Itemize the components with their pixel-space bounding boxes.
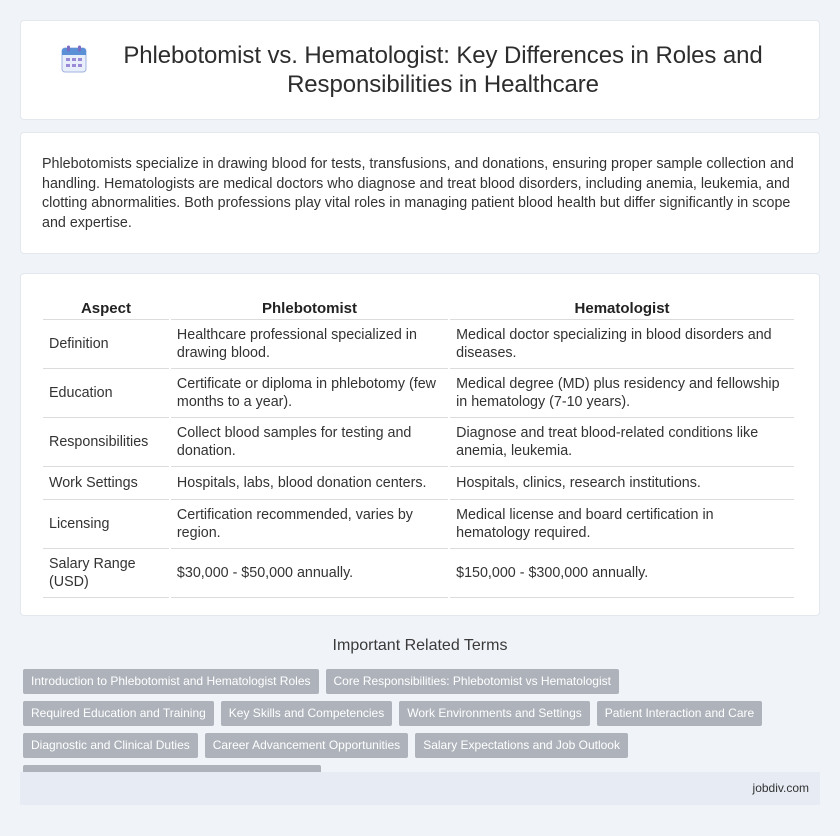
row-phlebotomist: Healthcare professional specialized in drawing blood. (171, 320, 448, 369)
table-row (43, 549, 794, 598)
row-phlebotomist: $30,000 - $50,000 annually. (171, 549, 448, 598)
row-hematologist: Medical doctor specializing in blood disorders and diseases. (450, 320, 794, 369)
row-aspect: Definition (43, 320, 169, 369)
row-hematologist: Hospitals, clinics, research institutions. (450, 467, 794, 500)
row-hematologist: $150,000 - $300,000 annually. (450, 549, 794, 598)
related-term-tag[interactable]: Key Skills and Competencies (221, 701, 392, 726)
table-row (43, 500, 794, 549)
row-aspect: Work Settings (43, 467, 169, 500)
related-term-tag[interactable]: Diagnostic and Clinical Duties (23, 733, 198, 758)
header-phlebotomist: Phlebotomist (171, 294, 448, 320)
row-aspect: Education (43, 369, 169, 418)
intro-paragraph: Phlebotomists specialize in drawing blood for tests, transfusions, and donations, ensuring proper sample collection and handling. Hematologists are medical doctors who diagnose and treat blood disorders, including anemia, leukemia, and clotting abnormalities. Both professions play vital roles in managing patient blood health but differ significantly in scope and expertise. (42, 156, 794, 231)
related-term-tag[interactable]: Career Advancement Opportunities (205, 733, 408, 758)
related-terms-heading: Important Related Terms (332, 637, 508, 654)
related-term-tag[interactable]: Salary Expectations and Job Outlook (415, 733, 628, 758)
row-hematologist: Medical degree (MD) plus residency and fellowship in hematology (7-10 years). (450, 369, 794, 418)
footer-site-link[interactable]: jobdiv.com (752, 781, 809, 795)
related-term-tag[interactable]: Work Environments and Settings (399, 701, 590, 726)
table-row (43, 320, 794, 369)
row-phlebotomist: Certification recommended, varies by region. (171, 500, 448, 549)
table-header-row (43, 294, 794, 320)
related-term-tag[interactable]: Introduction to Phlebotomist and Hematologist Roles (23, 669, 319, 694)
related-term-tag[interactable]: Required Education and Training (23, 701, 214, 726)
row-hematologist: Medical license and board certification in hematology required. (450, 500, 794, 549)
row-aspect: Responsibilities (43, 418, 169, 467)
footer (20, 772, 820, 805)
comparison-card (20, 273, 820, 616)
row-phlebotomist: Certificate or diploma in phlebotomy (few months to a year). (171, 369, 448, 418)
row-aspect: Salary Range (USD) (43, 549, 169, 598)
related-term-tag[interactable]: Patient Interaction and Care (597, 701, 762, 726)
row-hematologist: Diagnose and treat blood-related conditions like anemia, leukemia. (450, 418, 794, 467)
title-wrap (61, 41, 779, 99)
row-phlebotomist: Collect blood samples for testing and donation. (171, 418, 448, 467)
calendar-icon (61, 45, 87, 73)
table-row (43, 467, 794, 500)
comparison-table (41, 294, 796, 598)
page-title: Phlebotomist vs. Hematologist: Key Differences in Roles and Responsibilities in Healthcare (123, 42, 763, 98)
intro-card (20, 132, 820, 254)
related-term-tag[interactable]: Core Responsibilities: Phlebotomist vs Hematologist (326, 669, 619, 694)
header-aspect: Aspect (43, 294, 169, 320)
row-phlebotomist: Hospitals, labs, blood donation centers. (171, 467, 448, 500)
header-hematologist: Hematologist (450, 294, 794, 320)
row-aspect: Licensing (43, 500, 169, 549)
table-row (43, 418, 794, 467)
table-row (43, 369, 794, 418)
title-card (20, 20, 820, 120)
